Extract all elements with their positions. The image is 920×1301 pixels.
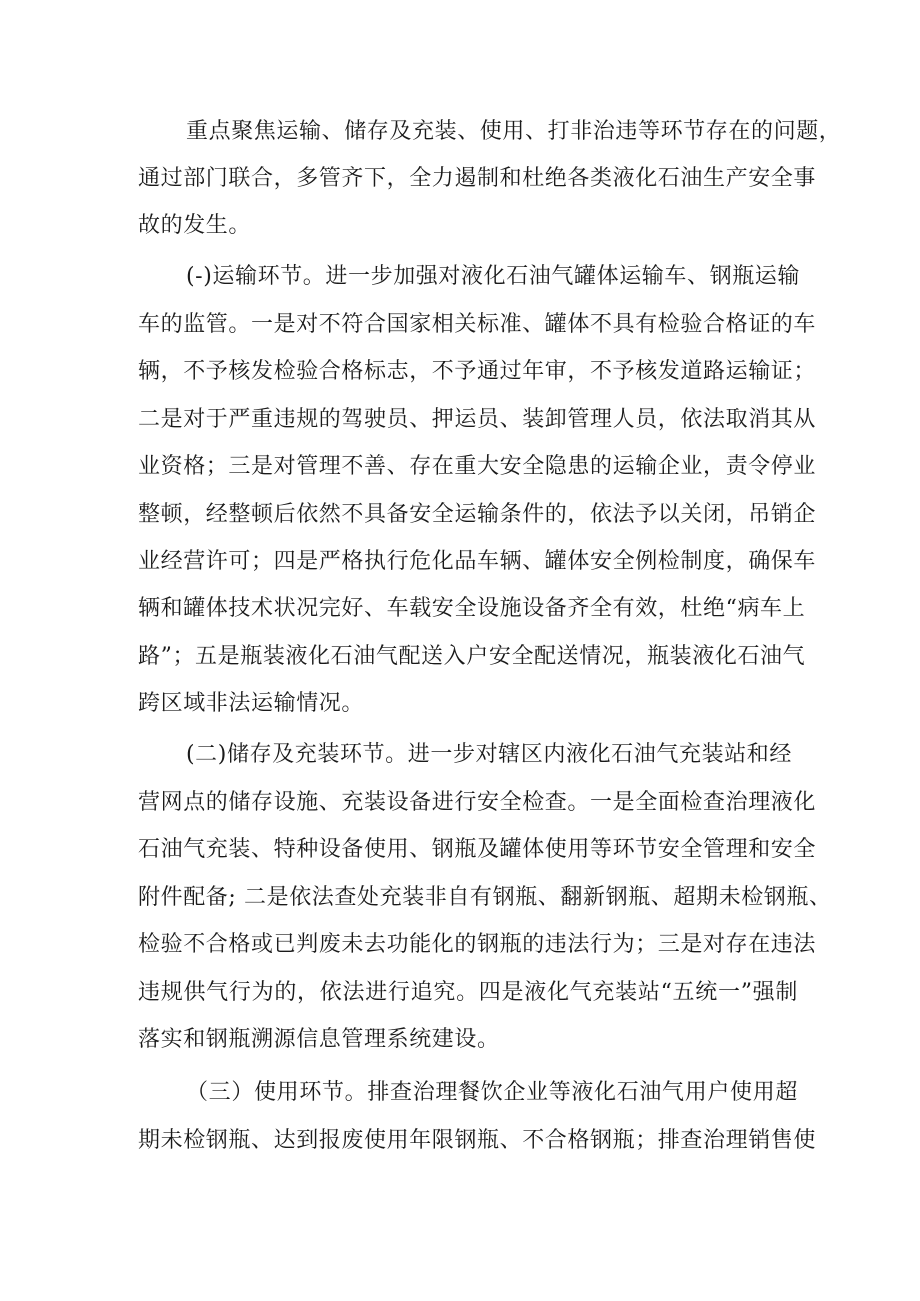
transport-line-7: 业经营许可；四是严格执行危化品车辆、罐体安全例检制度，确保车 [138,549,817,574]
storage-line-3: 石油气充装、特种设备使用、钢瓶及罐体使用等环节安全管理和安全 [138,837,817,862]
transport-line-5: 业资格；三是对管理不善、存在重大安全隐患的运输企业，责令停业 [138,454,817,479]
transport-line-10: 跨区域非法运输情况。 [138,691,365,716]
transport-line-6: 整顿，经整顿后依然不具备安全运输条件的，依法予以关闭，吊销企 [138,502,817,527]
transport-line-1: (-)运输环节。进一步加强对液化石油气罐体运输车、钢瓶运输 [186,264,801,289]
transport-line-2: 车的监管。一是对不符合国家相关标准、罐体不具有检验合格证的车 [138,312,817,337]
intro-line-1: 重点聚焦运输、储存及充装、使用、打非治违等环节存在的问题， [186,119,842,144]
transport-line-9: 路”；五是瓶装液化石油气配送入户安全配送情况，瓶装液化石油气 [138,644,806,669]
storage-line-1: (二)储存及充装环节。进一步对辖区内液化石油气充装站和经 [186,742,792,767]
transport-line-8: 辆和罐体技术状况完好、车载安全设施设备齐全有效，杜绝“病车上 [138,596,806,621]
storage-line-4: 附件配备; 二是依法查处充装非自有钢瓶、翻新钢瓶、超期未检钢瓶、 [138,885,832,910]
intro-line-2: 通过部门联合，多管齐下，全力遏制和杜绝各类液化石油生产安全事 [138,166,817,191]
intro-line-3: 故的发生。 [138,213,252,238]
usage-line-1: （三）使用环节。排查治理餐饮企业等液化石油气用户使用超 [186,1080,798,1105]
usage-line-2: 期未检钢瓶、达到报废使用年限钢瓶、不合格钢瓶；排查治理销售使 [138,1128,817,1153]
storage-line-7: 落实和钢瓶溯源信息管理系统建设。 [138,1027,500,1052]
storage-line-5: 检验不合格或已判废未去功能化的钢瓶的违法行为；三是对存在违法 [138,932,817,957]
storage-line-2: 营网点的储存设施、充装设备进行安全检查。一是全面检查治理液化 [138,790,817,815]
transport-line-4: 二是对于严重违规的驾驶员、押运员、装卸管理人员，依法取消其从 [138,407,817,432]
transport-line-3: 辆，不予核发检验合格标志，不予通过年审，不予核发道路运输证； [138,359,817,384]
storage-line-6: 违规供气行为的，依法进行追究。四是液化气充装站“五统一”强制 [138,980,798,1005]
